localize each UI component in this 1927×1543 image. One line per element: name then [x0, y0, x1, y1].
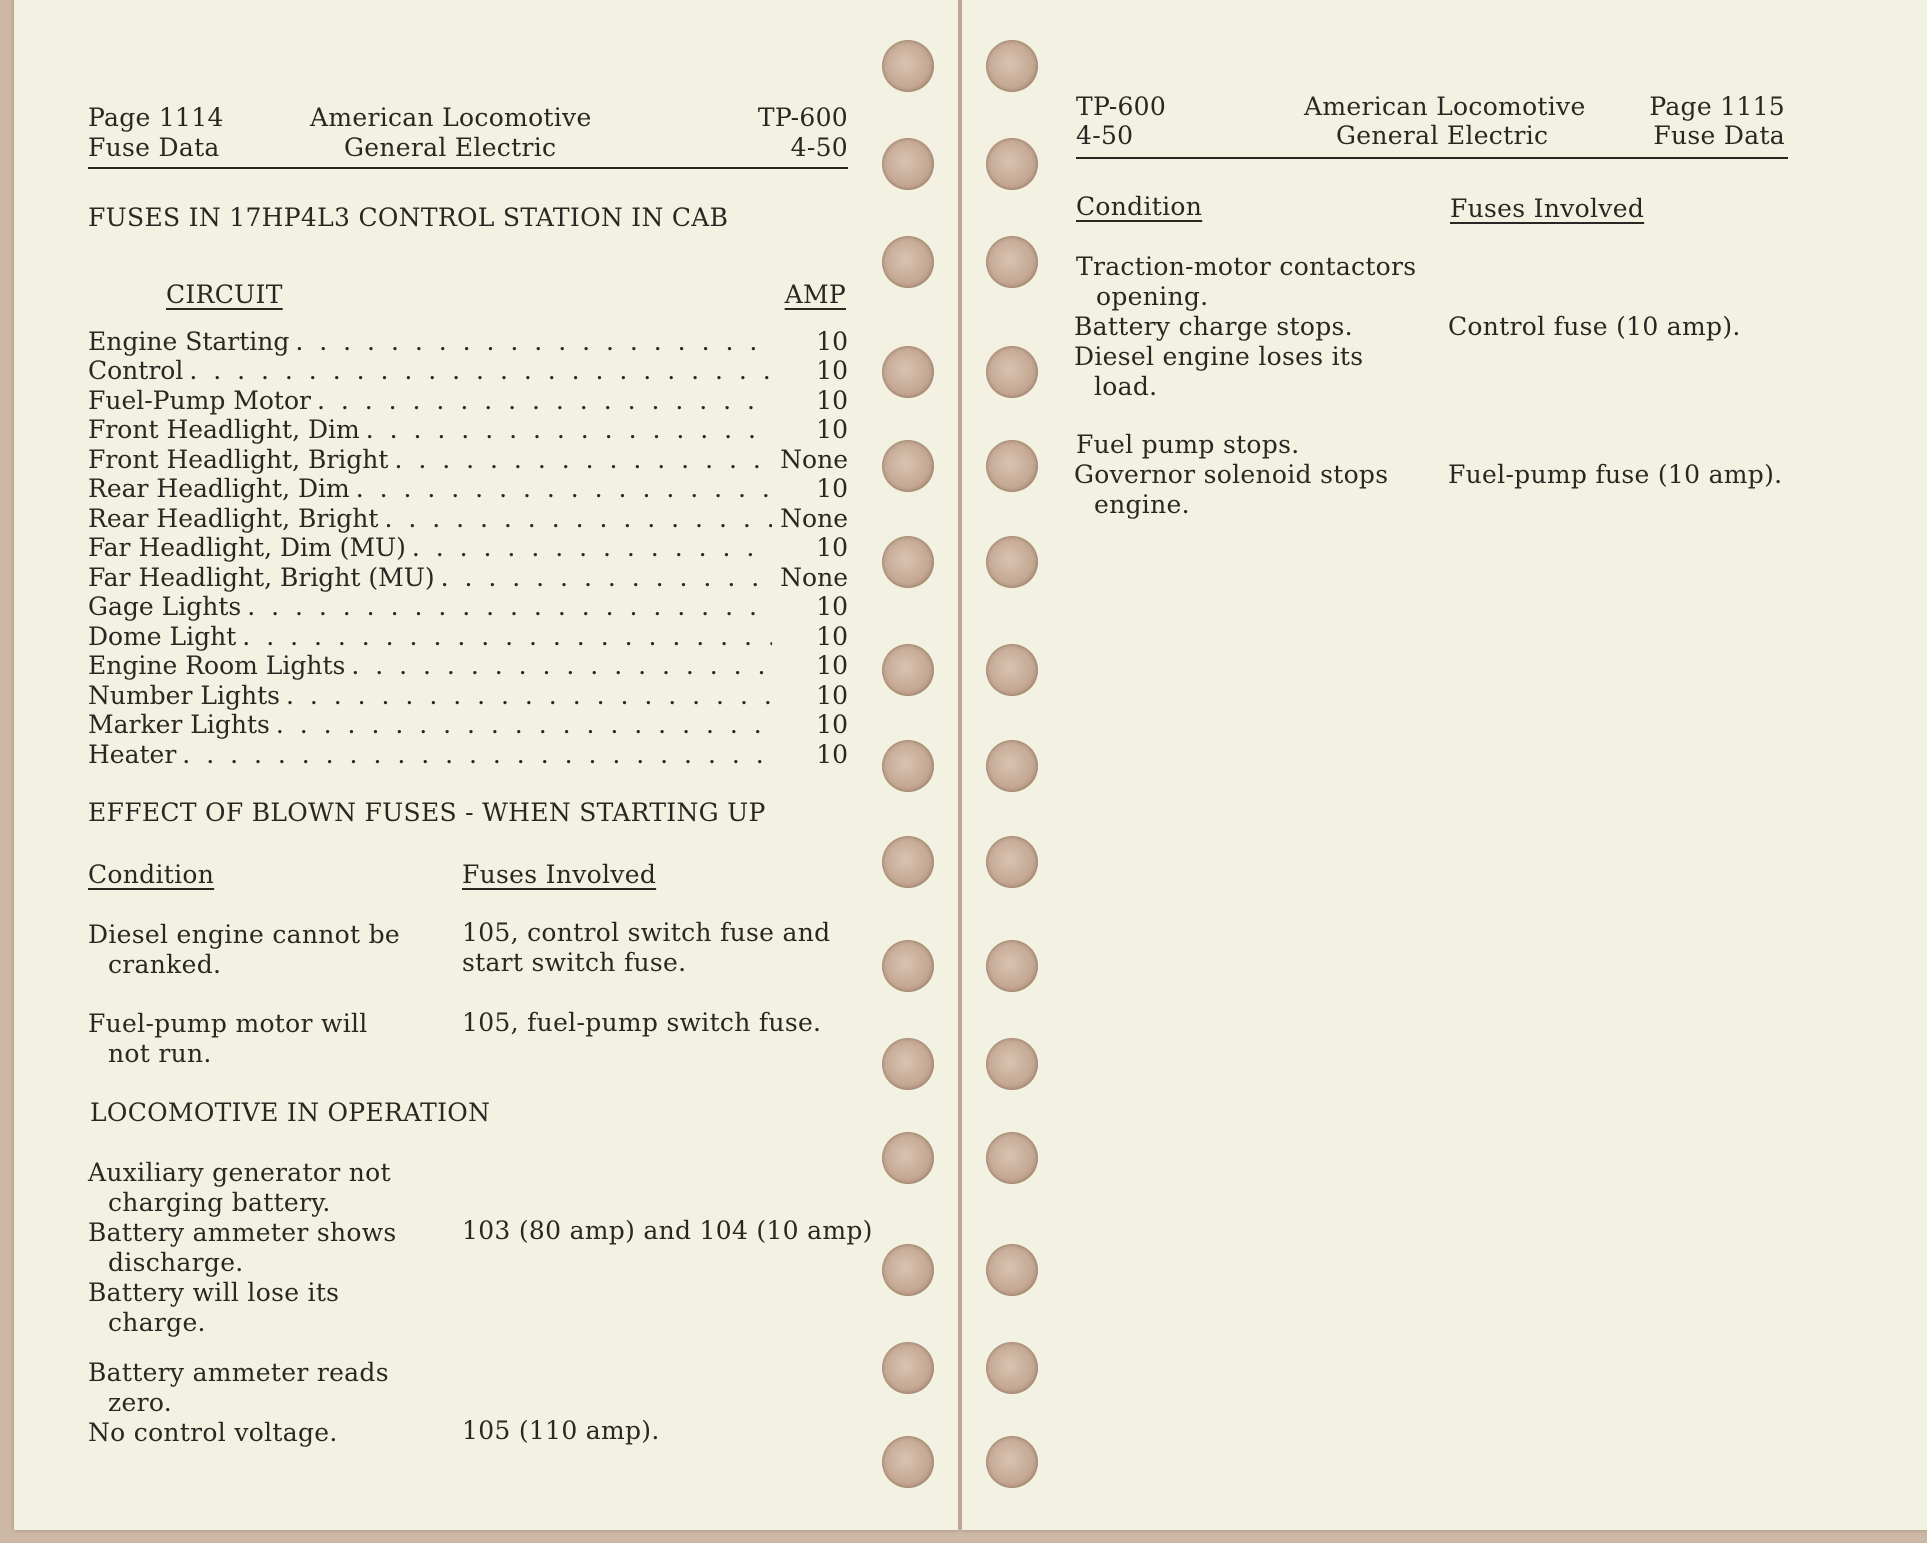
fuse-amp: 10 [816, 356, 848, 385]
fuses-heading: FUSES IN 17HP4L3 CONTROL STATION IN CAB [88, 203, 729, 232]
binding-hole [986, 836, 1038, 888]
fuse-row [88, 386, 848, 416]
condition-text: load. [1094, 372, 1158, 401]
binding-hole [986, 1038, 1038, 1090]
left-company-line2: General Electric [344, 133, 557, 162]
amp-column-header: AMP [784, 280, 846, 309]
fuse-amp: 10 [816, 474, 848, 503]
binding-hole [986, 644, 1038, 696]
fuse-row [88, 533, 848, 563]
condition-text: Battery will lose its [88, 1278, 340, 1307]
fuses-text: 103 (80 amp) and 104 (10 amp) [462, 1216, 873, 1245]
leader-dots [351, 651, 772, 681]
fuse-row [88, 592, 848, 622]
binding-hole [986, 1342, 1038, 1394]
leader-dots [384, 504, 772, 534]
binding-hole [882, 740, 934, 792]
condition-text: Traction-motor contactors [1076, 252, 1417, 281]
fuse-circuit: Front Headlight, Bright [88, 445, 389, 474]
right-section-title: Fuse Data [1653, 121, 1785, 150]
leader-dots [295, 327, 772, 357]
fuse-amp: None [780, 445, 848, 474]
condition-text: Battery ammeter reads [88, 1358, 389, 1387]
binding-hole [986, 440, 1038, 492]
leader-dots [412, 533, 772, 563]
binding-hole [882, 644, 934, 696]
condition-column-header: Condition [88, 860, 215, 889]
fuse-row [88, 327, 848, 357]
fuse-amp: 10 [816, 592, 848, 621]
header-rule [1076, 157, 1788, 159]
condition-text: discharge. [108, 1248, 244, 1277]
condition-text: cranked. [108, 950, 222, 979]
binding-hole [882, 236, 934, 288]
fuse-circuit: Control [88, 356, 184, 385]
condition-text: engine. [1094, 490, 1190, 519]
leader-dots [276, 710, 772, 740]
binding-hole [882, 1244, 934, 1296]
fuse-circuit: Gage Lights [88, 592, 242, 621]
right-doc-date: 4-50 [1076, 121, 1134, 150]
fuse-circuit: Fuel-Pump Motor [88, 386, 311, 415]
left-section-title: Fuse Data [88, 133, 220, 162]
condition-text: charge. [108, 1308, 206, 1337]
condition-text: charging battery. [108, 1188, 331, 1217]
condition-text: Auxiliary generator not [88, 1158, 391, 1187]
fuse-circuit: Far Headlight, Dim (MU) [88, 533, 406, 562]
fuse-circuit: Heater [88, 740, 177, 769]
fuse-amp: 10 [816, 327, 848, 356]
fuse-row [88, 740, 848, 770]
fuse-row [88, 681, 848, 711]
fuses-involved-column-header: Fuses Involved [1450, 194, 1645, 223]
condition-text: zero. [108, 1388, 172, 1417]
fuse-amp: 10 [816, 386, 848, 415]
binding-hole [986, 40, 1038, 92]
right-page-number: Page 1115 [1649, 92, 1785, 121]
fuse-row [88, 504, 848, 534]
binding-hole [986, 138, 1038, 190]
fuse-amp: 10 [816, 681, 848, 710]
fuses-involved-column-header: Fuses Involved [462, 860, 657, 889]
fuse-amp: None [780, 504, 848, 533]
binding-hole [882, 440, 934, 492]
right-company-line2: General Electric [1336, 121, 1549, 150]
fuse-amp: 10 [816, 622, 848, 651]
binding-hole [882, 346, 934, 398]
condition-text: opening. [1096, 282, 1209, 311]
leader-dots [356, 474, 772, 504]
binding-hole [882, 940, 934, 992]
binding-hole [882, 536, 934, 588]
fuse-row [88, 563, 848, 593]
left-doc-code: TP-600 [757, 103, 848, 132]
leader-dots [317, 386, 772, 416]
fuse-circuit: Dome Light [88, 622, 237, 651]
fuse-row [88, 474, 848, 504]
binding-hole [986, 1244, 1038, 1296]
right-page [962, 0, 1927, 1530]
binding-hole [882, 40, 934, 92]
binding-hole [882, 836, 934, 888]
operation-heading: LOCOMOTIVE IN OPERATION [90, 1098, 491, 1127]
fuses-text: 105 (110 amp). [462, 1416, 660, 1445]
binding-hole [882, 138, 934, 190]
leader-dots [286, 681, 772, 711]
binding-hole [986, 236, 1038, 288]
leader-dots [189, 356, 772, 386]
fuses-text: Fuel-pump fuse (10 amp). [1448, 460, 1783, 489]
fuses-text: 105, fuel-pump switch fuse. [462, 1008, 822, 1037]
effect-heading: EFFECT OF BLOWN FUSES - WHEN STARTING UP [88, 798, 766, 827]
condition-text: Fuel pump stops. [1076, 430, 1300, 459]
fuse-circuit: Rear Headlight, Dim [88, 474, 350, 503]
condition-text: Governor solenoid stops [1074, 460, 1389, 489]
fuse-amp: 10 [816, 740, 848, 769]
fuse-circuit: Number Lights [88, 681, 280, 710]
binding-hole [986, 740, 1038, 792]
condition-text: Battery ammeter shows [88, 1218, 397, 1247]
left-page-number: Page 1114 [88, 103, 224, 132]
fuses-text: start switch fuse. [462, 948, 687, 977]
right-company-line1: American Locomotive [1304, 92, 1586, 121]
condition-column-header: Condition [1076, 192, 1203, 221]
fuse-amp: 10 [816, 415, 848, 444]
fuse-circuit: Engine Starting [88, 327, 290, 356]
fuse-row [88, 356, 848, 386]
binding-hole [882, 1436, 934, 1488]
fuse-amp: 10 [816, 710, 848, 739]
leader-dots [394, 445, 772, 475]
binding-hole [986, 1132, 1038, 1184]
fuse-amp: 10 [816, 651, 848, 680]
left-doc-date: 4-50 [790, 133, 848, 162]
leader-dots [182, 740, 772, 770]
fuse-amp: 10 [816, 533, 848, 562]
binding-hole [986, 536, 1038, 588]
binding-hole [882, 1132, 934, 1184]
fuse-circuit: Engine Room Lights [88, 651, 346, 680]
binding-hole [986, 1436, 1038, 1488]
left-page [14, 0, 958, 1530]
fuse-circuit: Rear Headlight, Bright [88, 504, 379, 533]
fuse-row [88, 445, 848, 475]
header-rule [88, 167, 848, 169]
binding-hole [882, 1038, 934, 1090]
condition-text: Battery charge stops. [1074, 312, 1353, 341]
leader-dots [247, 592, 772, 622]
left-company-line1: American Locomotive [310, 103, 592, 132]
fuse-amp: None [780, 563, 848, 592]
leader-dots [242, 622, 772, 652]
fuse-circuit: Front Headlight, Dim [88, 415, 360, 444]
condition-text: Fuel-pump motor will [88, 1009, 368, 1038]
condition-text: No control voltage. [88, 1418, 338, 1447]
fuse-circuit: Far Headlight, Bright (MU) [88, 563, 435, 592]
condition-text: Diesel engine cannot be [88, 920, 400, 949]
right-doc-code: TP-600 [1076, 92, 1167, 121]
fuses-text: 105, control switch fuse and [462, 918, 831, 947]
fuses-text: Control fuse (10 amp). [1448, 312, 1741, 341]
fuse-row [88, 622, 848, 652]
binding-hole [986, 346, 1038, 398]
condition-text: Diesel engine loses its [1074, 342, 1364, 371]
condition-text: not run. [108, 1039, 212, 1068]
fuse-row [88, 710, 848, 740]
binding-hole [882, 1342, 934, 1394]
binding-hole [986, 940, 1038, 992]
fuse-circuit: Marker Lights [88, 710, 270, 739]
leader-dots [366, 415, 772, 445]
circuit-column-header: CIRCUIT [166, 280, 283, 309]
fuse-row [88, 651, 848, 681]
fuse-row [88, 415, 848, 445]
leader-dots [441, 563, 772, 593]
